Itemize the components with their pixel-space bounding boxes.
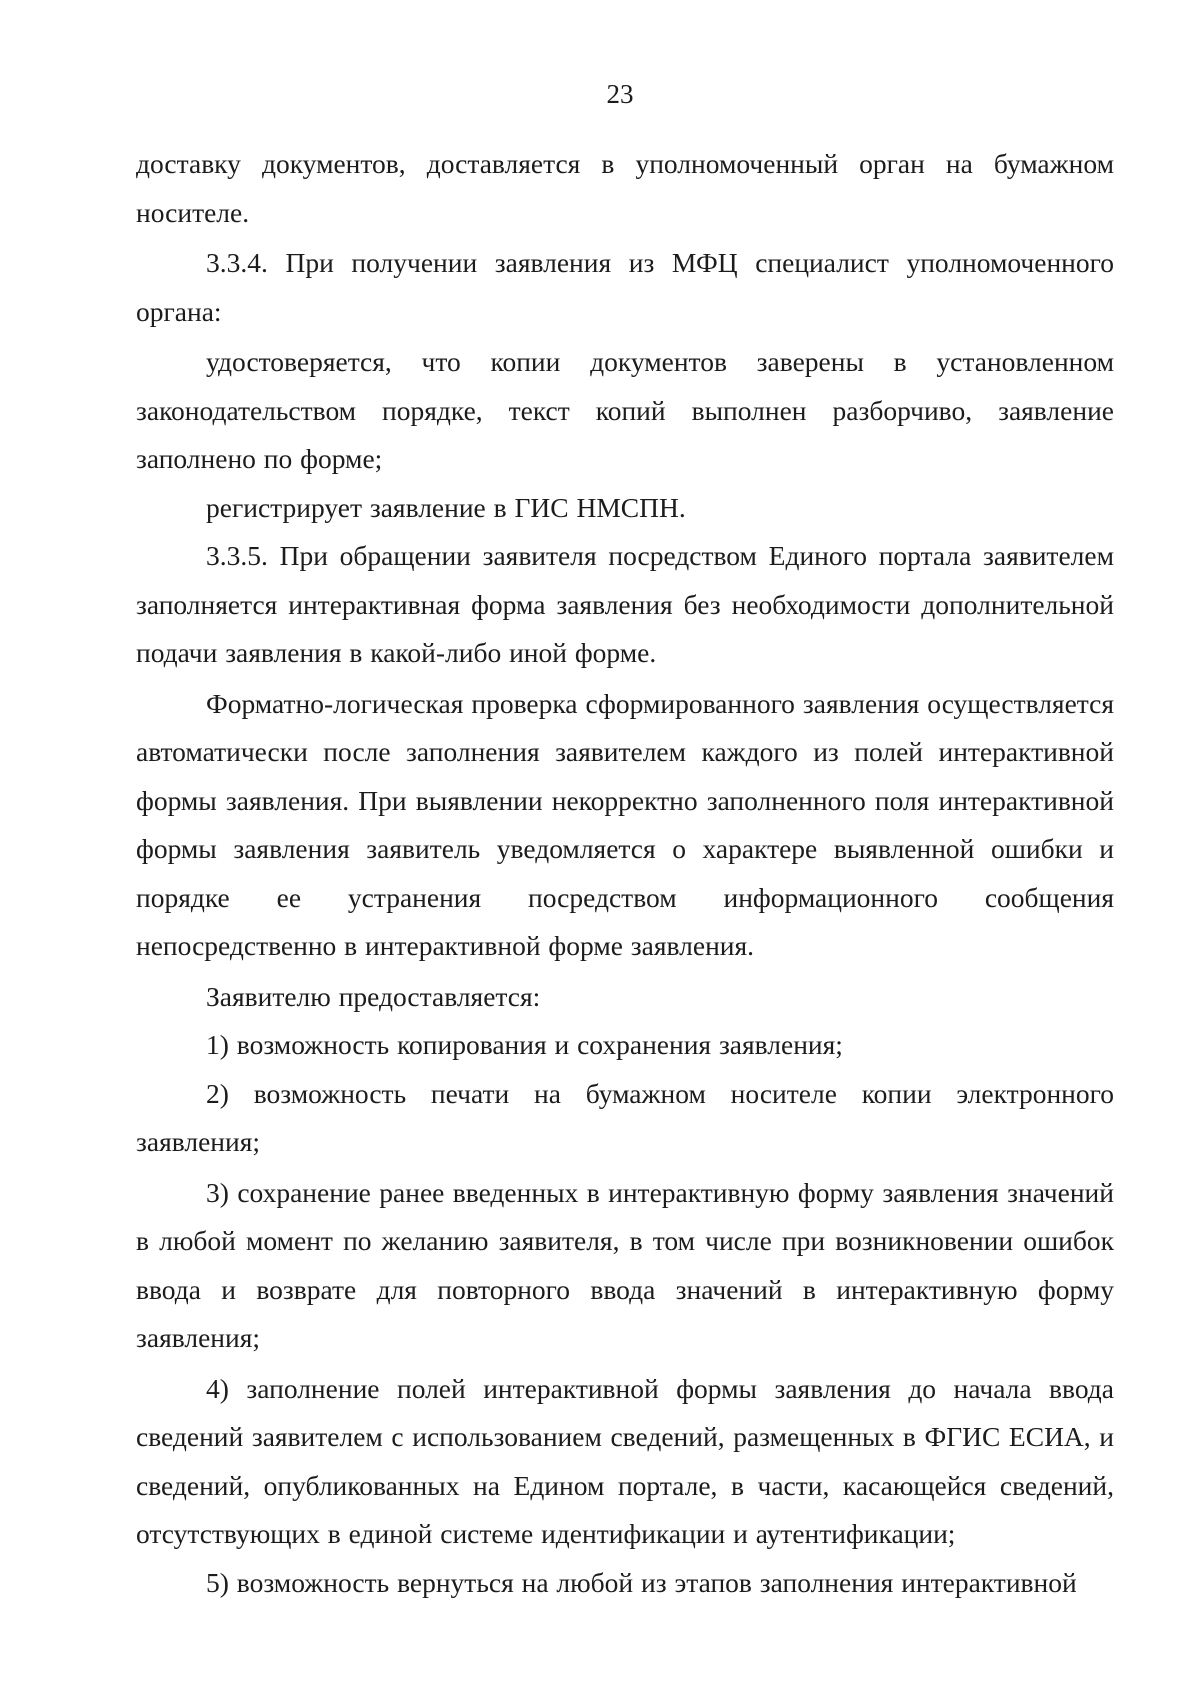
paragraph-verifies: удостоверяется, что копии документов заверены в установленном законодательством порядке, текст копий выполнен разборчиво, заявление заполнено по форме; — [136, 346, 1114, 474]
paragraph-applicant-provided: Заявителю предоставляется: — [206, 980, 541, 1012]
page-number: 23 — [606, 79, 634, 109]
paragraph-registers: регистрирует заявление в ГИС НМСПН. — [206, 491, 686, 523]
paragraph-format-check: Форматно-логическая проверка сформированного заявления осуществляется автоматически после заполнения заявителем каждого из полей интерактивной формы заявления. При выявлении некорректно заполненного поля интерактивной формы заявления заявитель уведомляется о характере выявленной ошибки и порядке ее устранения посредством информационного сообщения непосредственно в интерактивной форме заявления. — [136, 687, 1114, 961]
list-item-4: 4) заполнение полей интерактивной формы заявления до начала ввода сведений заявителем с использованием сведений, размещенных в ФГИС ЕСИА, и сведений, опубликованных на Едином портале, в части, касающейся сведений, отсутствующих в единой системе идентификации и аутентификации; — [136, 1372, 1114, 1549]
list-item-3: 3) сохранение ранее введенных в интерактивную форму заявления значений в любой момент по желанию заявителя, в том числе при возникновении ошибок ввода и возврате для повторного ввода значений в интерактивную форму заявления; — [136, 1176, 1114, 1353]
list-item-5: 5) возможность вернуться на любой из этапов заполнения интерактивной — [206, 1566, 1077, 1598]
list-item-1: 1) возможность копирования и сохранения заявления; — [206, 1029, 843, 1060]
paragraph-delivery-continuation: доставку документов, доставляется в уполномоченный орган на бумажном носителе. — [136, 148, 1114, 228]
paragraph-3-3-5: 3.3.5. При обращении заявителя посредством Единого портала заявителем заполняется интерактивная форма заявления без необходимости дополнительной подачи заявления в какой-либо иной форме. — [136, 540, 1114, 668]
list-item-2: 2) возможность печати на бумажном носителе копии электронного заявления; — [136, 1077, 1114, 1157]
document-body — [136, 140, 1114, 1607]
paragraph-3-3-4: 3.3.4. При получении заявления из МФЦ специалист уполномоченного органа: — [136, 247, 1114, 327]
